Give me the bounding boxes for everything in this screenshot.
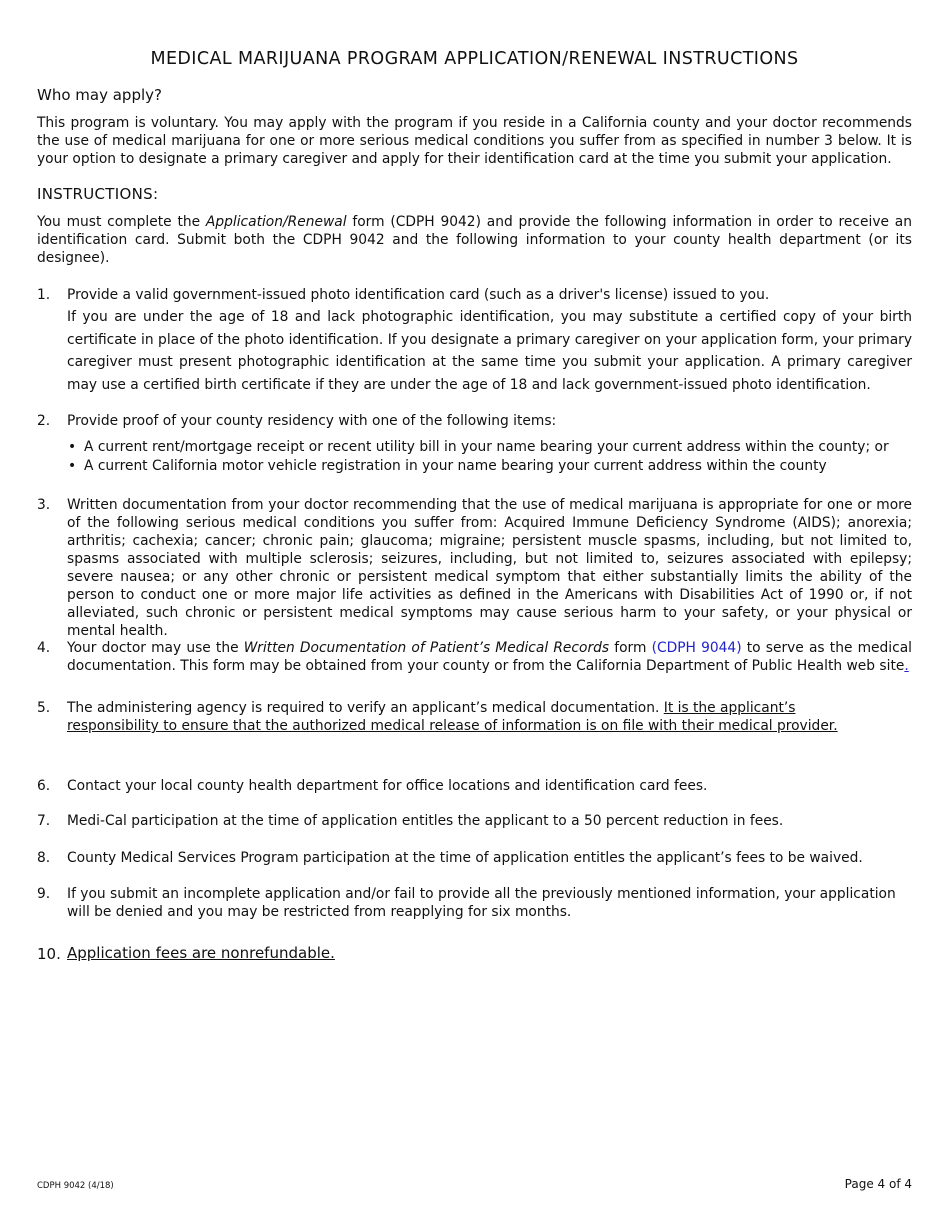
- list-item-9: [37, 885, 912, 921]
- bullet-text: A current rent/mortgage receipt or recent utility bill in your name bearing your current address within the county; or: [84, 439, 889, 455]
- instructions-post: form (CDPH 9042) and provide the following information in order to receive an identification card. Submit both the CDPH 9042 and the following information to your county health department (or its designee).: [37, 214, 912, 266]
- item-5-pre: The administering agency is required to verify an applicant’s medical documentation.: [67, 700, 664, 716]
- item-1-line1: Provide a valid government-issued photo identification card (such as a driver's license) issued to you.: [67, 287, 770, 303]
- list-item-8: [37, 849, 912, 867]
- who-may-apply-heading: Who may apply?: [37, 86, 162, 104]
- list-item-4: [37, 639, 912, 675]
- item-5-text: [67, 699, 882, 735]
- item-8-text: County Medical Services Program participation at the time of application entitles the applicant’s fees to be waived.: [67, 850, 863, 866]
- form-id: CDPH 9042 (4/18): [37, 1181, 114, 1191]
- item-5-underlined: It is the applicant’s responsibility to ensure that the authorized medical release of information is on file with their medical provider.: [67, 700, 838, 734]
- item-4-post: to serve as the medical documentation. This form may be obtained from your county or from the California Department of Public Health web site: [67, 640, 912, 674]
- item-number: 6.: [37, 778, 51, 794]
- item-number: 1.: [37, 287, 51, 303]
- item-number: 5.: [37, 700, 51, 716]
- list-item-5: [37, 699, 912, 735]
- item-9-text: If you submit an incomplete application and/or fail to provide all the previously mentioned information, your application will be denied and you may be restricted from reapplying for six months.: [67, 886, 896, 920]
- item-7-text: Medi-Cal participation at the time of application entitles the applicant to a 50 percent reduction in fees.: [67, 813, 784, 829]
- list-item-3: [37, 496, 912, 640]
- list-item-2: [37, 412, 912, 476]
- intro-paragraph: This program is voluntary. You may apply with the program if you reside in a California county and your doctor recommends the use of medical marijuana for one or more serious medical conditions you suffer from as specified in number 3 below. It is your option to designate a primary caregiver and apply for their identification card at the time you submit your application.: [37, 115, 912, 167]
- item-number: 3.: [37, 497, 51, 513]
- page-title: MEDICAL MARIJUANA PROGRAM APPLICATION/RENEWAL INSTRUCTIONS: [150, 49, 799, 69]
- item-3-text: Written documentation from your doctor recommending that the use of medical marijuana is appropriate for one or more of the following serious medical conditions you suffer from: Acquired Immune Deficiency Syndrome (AIDS); anorexia; arthritis; cachexia; cancer; chronic pain; glaucoma; migraine; persistent muscle spasms, including, but not limited to, spasms associated with multiple sclerosis; seizures, including, but not limited to, seizures associated with epilepsy; severe nausea; or any other chronic or persistent medical symptom that either substantially limits the ability of the person to conduct one or more major life activities as defined in the Americans with Disabilities Act of 1990 or, if not alleviated, such chronic or persistent medical symptoms may cause serious harm to your safety, or your physical or mental health.: [67, 497, 912, 639]
- instructions-pre: You must complete the: [37, 214, 206, 230]
- item-1-detail: If you are under the age of 18 and lack photographic identification, you may substitute a certified copy of your birth certificate in place of the photo identification. If you designate a primary caregiver on your application form, your primary caregiver must present photographic identification at the same time you submit your application. A primary caregiver may use a certified birth certificate if they are under the age of 18 and lack government-issued photo identification.: [67, 309, 912, 393]
- bullet-item: [67, 438, 912, 457]
- item-10-text: Application fees are nonrefundable.: [67, 944, 335, 962]
- list-item-6: [37, 777, 912, 795]
- item-number: 9.: [37, 886, 51, 902]
- item-4-text: [67, 639, 912, 675]
- cdph-9044-link[interactable]: (CDPH 9044): [651, 640, 742, 656]
- item-4-end-link[interactable]: .: [904, 658, 909, 674]
- item-number: 2.: [37, 413, 51, 429]
- item-number: 7.: [37, 813, 51, 829]
- document-page: [37, 0, 912, 1230]
- item-2-text: Provide proof of your county residency with one of the following items:: [67, 413, 557, 429]
- item-number: 8.: [37, 850, 51, 866]
- item-number: 4.: [37, 640, 51, 656]
- item-4-mid: form: [609, 640, 652, 656]
- list-item-10: [37, 944, 912, 963]
- item-4-pre: Your doctor may use the: [67, 640, 244, 656]
- bullet-text: A current California motor vehicle registration in your name bearing your current address within the county: [84, 458, 827, 474]
- bullet-icon: •: [68, 439, 77, 455]
- written-documentation-form-name: Written Documentation of Patient’s Medical Records: [243, 640, 610, 656]
- bullet-item: [67, 457, 912, 476]
- list-item-1: [37, 286, 912, 396]
- list-item-7: [37, 812, 912, 830]
- instructions-paragraph: [37, 213, 912, 267]
- residency-proof-list: [67, 438, 912, 476]
- item-number: 10.: [37, 945, 61, 963]
- bullet-icon: •: [68, 458, 77, 474]
- item-10-body: [67, 944, 912, 963]
- application-renewal-form-name: Application/Renewal: [205, 214, 347, 230]
- page-number: Page 4 of 4: [844, 1177, 912, 1191]
- item-6-text: Contact your local county health department for office locations and identification card fees.: [67, 778, 708, 794]
- instructions-heading: INSTRUCTIONS:: [37, 185, 159, 203]
